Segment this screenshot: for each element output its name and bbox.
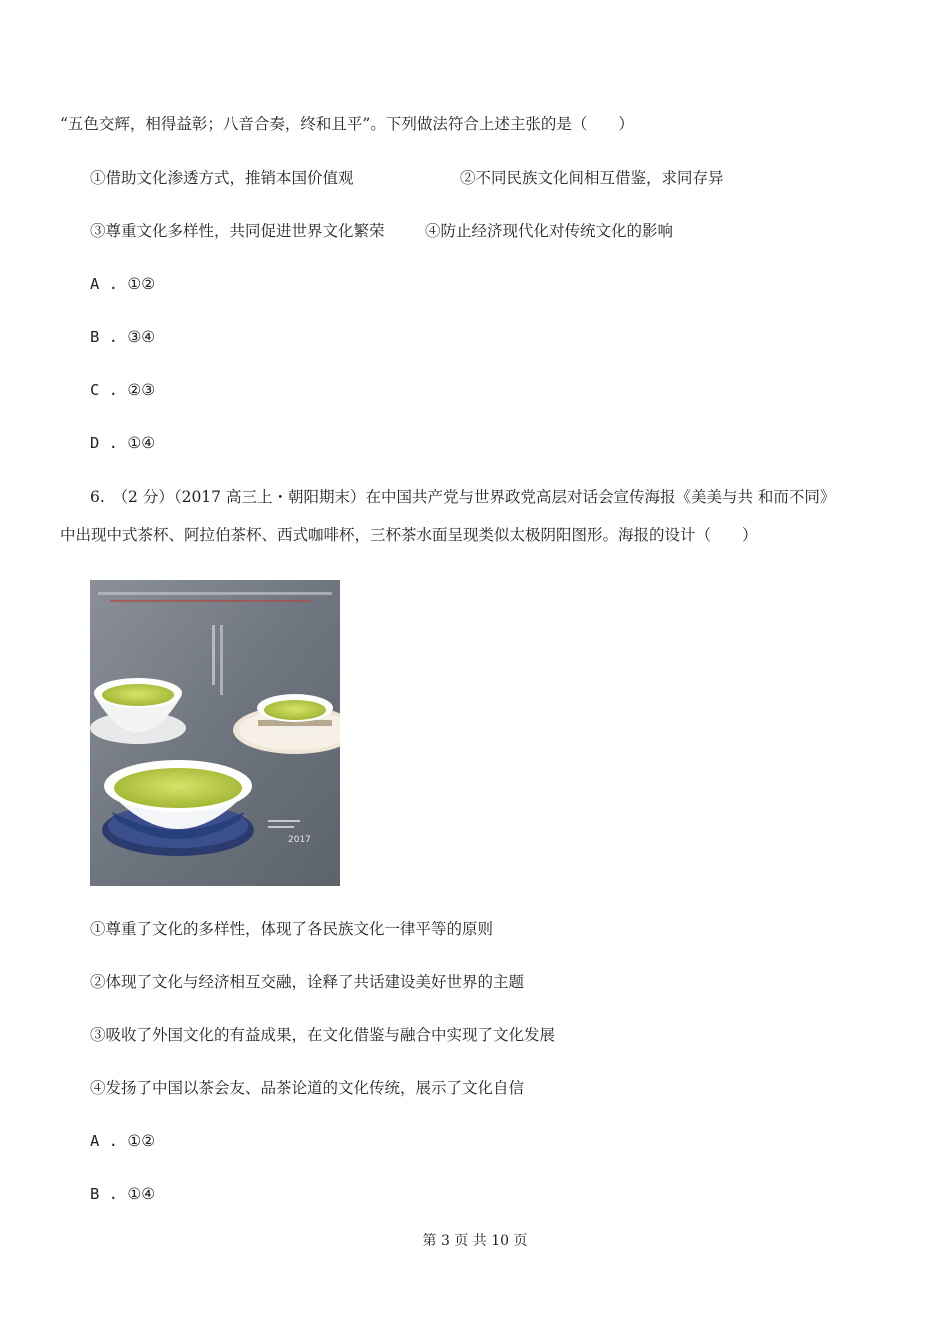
- q6-statement-3: ③吸收了外国文化的有益成果，在文化借鉴与融合中实现了文化发展: [90, 1026, 556, 1044]
- q6-statement-4: ④发扬了中国以茶会友、品茶论道的文化传统，展示了文化自信: [90, 1079, 525, 1097]
- q5-option-c[interactable]: C . ②③: [90, 381, 156, 399]
- q5-option-a[interactable]: A . ①②: [90, 275, 156, 293]
- q5-statement-1: ①借助文化渗透方式，推销本国价值观: [90, 169, 354, 187]
- poster-year-label: 2017: [288, 835, 311, 845]
- q5-option-d[interactable]: D . ①④: [90, 434, 156, 452]
- page-footer: 第 3 页 共 10 页: [422, 1233, 528, 1249]
- q6-stem-line-2: 中出现中式茶杯、阿拉伯茶杯、西式咖啡杯，三杯茶水面呈现类似太极阴阳图形。海报的设计（ ）: [60, 526, 758, 544]
- q6-stem-line-1: 6. （2 分）（2017 高三上・朝阳期末）在中国共产党与世界政党高层对话会宣传海报《美美与共 和而不同》: [90, 488, 836, 506]
- q5-stem-tail: “五色交辉，相得益彰；八音合奏，终和且平”。下列做法符合上述主张的是（ ）: [60, 115, 634, 133]
- q5-statement-3: ③尊重文化多样性，共同促进世界文化繁荣: [90, 222, 385, 240]
- q6-statement-1: ①尊重了文化的多样性，体现了各民族文化一律平等的原则: [90, 920, 494, 938]
- q5-statement-2: ②不同民族文化间相互借鉴，求同存异: [460, 169, 724, 187]
- q5-statement-4: ④防止经济现代化对传统文化的影响: [425, 222, 674, 240]
- q6-statement-2: ②体现了文化与经济相互交融，诠释了共话建设美好世界的主题: [90, 973, 525, 991]
- q6-option-b[interactable]: B . ①④: [90, 1185, 156, 1203]
- q6-option-a[interactable]: A . ①②: [90, 1132, 156, 1150]
- q5-option-b[interactable]: B . ③④: [90, 328, 156, 346]
- tea-cups-poster-image: [90, 580, 340, 886]
